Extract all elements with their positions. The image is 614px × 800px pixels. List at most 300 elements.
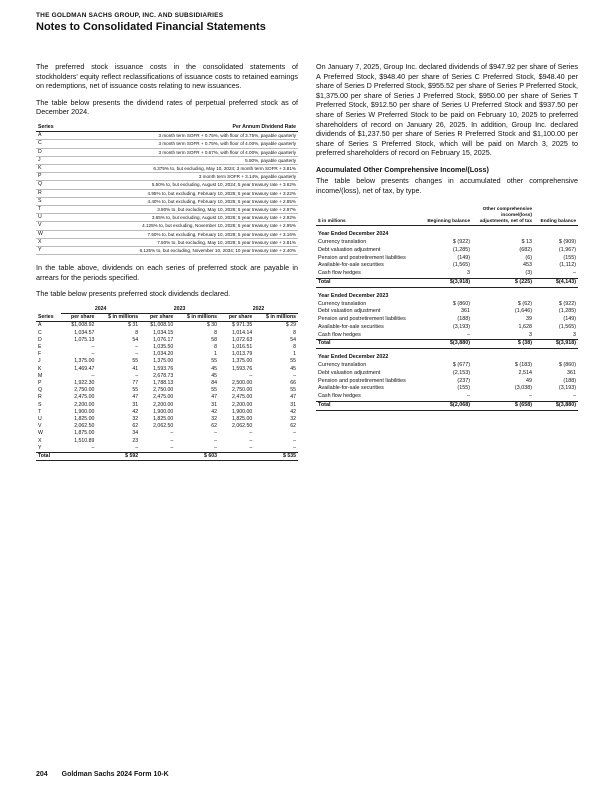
dividend-cell: V bbox=[38, 423, 42, 430]
rate-text: 5.50% to, but excluding, August 10, 2024; 5 year treasury rate + 3.62% bbox=[64, 181, 298, 189]
aoci-cell: Currency translation bbox=[318, 238, 367, 245]
dividend-cell: $ 31 bbox=[128, 322, 139, 329]
dividend-cell: 1,076.17 bbox=[153, 336, 174, 343]
aoci-cell: (1,285) bbox=[558, 308, 576, 315]
rate-series: K bbox=[36, 164, 64, 172]
aoci-cell: (188) bbox=[563, 377, 576, 384]
rate-text: 7.50% to, but excluding, February 10, 2029; 5 year treasury rate + 3.16% bbox=[64, 230, 298, 238]
dividend-cell: 2,750.00 bbox=[74, 387, 95, 394]
rate-row bbox=[36, 222, 298, 230]
aoci-cell: – bbox=[467, 331, 470, 338]
aoci-cell: (155) bbox=[457, 385, 470, 392]
dividend-cell: 32 bbox=[132, 416, 139, 423]
dividend-cell: 54 bbox=[132, 336, 139, 343]
rate-series: W bbox=[36, 230, 64, 238]
rate-series: T bbox=[36, 206, 64, 214]
page-header bbox=[36, 12, 578, 33]
aoci-cell: 3 bbox=[529, 331, 532, 338]
dividend-cell: J bbox=[38, 358, 41, 365]
aoci-h-oci: Other comprehensive income/(loss) adjustments, net of tax bbox=[472, 207, 534, 226]
aoci-h-end: Ending balance bbox=[534, 207, 578, 226]
dividend-cell: 45 bbox=[211, 372, 218, 379]
aoci-total-cell: Total bbox=[316, 340, 424, 349]
aoci-total-row bbox=[316, 340, 578, 349]
aoci-cell: (149) bbox=[563, 316, 576, 323]
dividend-cell: 1,875.00 bbox=[74, 430, 95, 437]
dividend-cell: 1 bbox=[293, 351, 296, 358]
dividend-cell: P bbox=[38, 380, 42, 387]
dividend-cell: 31 bbox=[132, 401, 139, 408]
aoci-cell: Available-for-sale securities bbox=[318, 385, 384, 392]
dividend-cell: 62 bbox=[132, 423, 139, 430]
dividends-header-row bbox=[36, 314, 298, 322]
dividend-cell: 54 bbox=[290, 336, 296, 343]
dividend-row bbox=[36, 430, 298, 437]
aoci-cell: (682) bbox=[519, 246, 532, 253]
aoci-cell: Available-for-sale securities bbox=[318, 323, 384, 330]
rate-row bbox=[36, 214, 298, 222]
aoci-cell: Debt valuation adjustment bbox=[318, 308, 381, 315]
dividend-cell: 1 bbox=[214, 351, 218, 358]
rate-row bbox=[36, 148, 298, 156]
aoci-cell: $ (922) bbox=[452, 238, 470, 245]
dividend-cell: 2,062.50 bbox=[232, 423, 253, 430]
dividend-total-cell: Total bbox=[36, 453, 61, 461]
dividend-cell: 1,375.00 bbox=[232, 358, 253, 365]
right-column bbox=[316, 62, 578, 411]
aoci-total-cell: $(2,068) bbox=[424, 402, 472, 411]
aoci-cell: 2,514 bbox=[518, 369, 532, 376]
rate-row bbox=[36, 181, 298, 189]
aoci-period-label: Year Ended December 2023 bbox=[318, 292, 389, 299]
aoci-heading: Accumulated Other Comprehensive Income/(Loss) bbox=[316, 164, 489, 174]
dividend-cell: 42 bbox=[211, 408, 218, 415]
issuance-costs-paragraph: The preferred stock issuance costs in the consolidated statements of stockholders' equity reflect reclassifications of issuance costs to retained earnings on redemptions, net of issuance costs relating to new issuances. bbox=[36, 62, 298, 91]
rate-series: U bbox=[36, 214, 64, 222]
dividend-row bbox=[36, 351, 298, 358]
dividend-cell: 8 bbox=[214, 329, 218, 336]
rate-text: 3 month term SOFR + 3.14%, payable quarterly bbox=[64, 173, 298, 181]
aoci-cell: (3) bbox=[525, 270, 532, 277]
aoci-row bbox=[316, 393, 578, 401]
dividend-cell: – bbox=[91, 444, 95, 451]
dividend-cell: S bbox=[38, 401, 42, 408]
rates-header-rate: Per Annum Dividend Rate bbox=[64, 124, 298, 132]
aoci-cell: $ (677) bbox=[452, 362, 470, 369]
aoci-row bbox=[316, 332, 578, 340]
rate-series: D bbox=[36, 148, 64, 156]
aoci-row bbox=[316, 324, 578, 332]
dividend-cell: 2,500.00 bbox=[232, 380, 253, 387]
dividend-cell: 2,200.00 bbox=[153, 401, 174, 408]
aoci-period-label: Year Ended December 2024 bbox=[318, 231, 389, 238]
aoci-cell: 1,628 bbox=[518, 323, 532, 330]
dividend-cell: $ 29 bbox=[285, 322, 296, 329]
rate-text: 3.80% to, but excluding, May 10, 2026; 5 year treasury rate + 2.97% bbox=[64, 206, 298, 214]
dividend-cell: 32 bbox=[211, 416, 218, 423]
aoci-cell: (3,193) bbox=[452, 323, 470, 330]
dividend-cell: X bbox=[38, 437, 42, 444]
aoci-row bbox=[316, 262, 578, 270]
dividend-cell: – bbox=[170, 430, 174, 437]
rate-row bbox=[36, 247, 298, 255]
dividend-cell: – bbox=[91, 351, 95, 358]
dividend-cell: U bbox=[38, 416, 42, 423]
dividend-cell: K bbox=[38, 365, 42, 372]
dividend-total-cell bbox=[140, 453, 175, 461]
rate-text: 3 month term SOFR + 0.75%, with floor of 4.00%, payable quarterly bbox=[64, 140, 298, 148]
aoci-row bbox=[316, 370, 578, 378]
rates-note-paragraph: In the table above, dividends on each series of preferred stock are payable in arrears for the periods specified. bbox=[36, 263, 298, 282]
dividend-cell: 8 bbox=[293, 329, 296, 336]
dividend-cell: 1,900.00 bbox=[153, 408, 174, 415]
aoci-cell: Cash flow hedges bbox=[318, 270, 361, 277]
rate-row bbox=[36, 164, 298, 172]
dividend-cell: M bbox=[38, 372, 43, 379]
dividend-cell: R bbox=[38, 394, 42, 401]
dividend-cell: – bbox=[249, 444, 253, 451]
dividend-cell: – bbox=[135, 344, 139, 351]
dividend-total-cell bbox=[61, 453, 96, 461]
aoci-total-cell: $(3,918) bbox=[424, 278, 472, 287]
aoci-cell: Currency translation bbox=[318, 362, 367, 369]
dividend-cell: 1,825.00 bbox=[74, 416, 95, 423]
rate-series: V bbox=[36, 222, 64, 230]
aoci-h-begin: Beginning balance bbox=[424, 207, 472, 226]
rate-row bbox=[36, 140, 298, 148]
dividend-cell: 62 bbox=[290, 423, 296, 430]
dividend-cell: 77 bbox=[132, 380, 139, 387]
dividend-cell: 45 bbox=[211, 365, 218, 372]
aoci-cell: (2,153) bbox=[452, 369, 470, 376]
dividend-row bbox=[36, 402, 298, 409]
rates-header-series: Series bbox=[36, 124, 64, 132]
dividend-cell: 1,016.51 bbox=[232, 344, 253, 351]
rate-text: 3 month term SOFR + 0.75%, with floor of 3.75%, payable quarterly bbox=[64, 132, 298, 140]
aoci-total-cell: $(3,918) bbox=[534, 340, 578, 349]
dividend-row bbox=[36, 330, 298, 337]
aoci-body bbox=[316, 226, 578, 411]
rate-row bbox=[36, 197, 298, 205]
aoci-row bbox=[316, 247, 578, 255]
dividend-cell: – bbox=[214, 437, 218, 444]
rate-text: 4.95% to, but excluding, February 10, 2025; 5 year treasury rate + 3.22% bbox=[64, 189, 298, 197]
rate-series: Q bbox=[36, 181, 64, 189]
dividend-cell: – bbox=[293, 444, 296, 451]
dividend-row bbox=[36, 394, 298, 401]
aoci-cell: $ (183) bbox=[514, 362, 532, 369]
aoci-cell: 49 bbox=[526, 377, 532, 384]
dividend-cell: 8 bbox=[293, 344, 296, 351]
div-h-series: Series bbox=[36, 314, 61, 322]
rate-text: 7.50% to, but excluding, May 10, 2029; 5 year treasury rate + 2.81% bbox=[64, 238, 298, 246]
dividend-cell: $ 971.35 bbox=[232, 322, 253, 329]
rate-text: 3 month term SOFR + 0.67%, with floor of 4.00%, payable quarterly bbox=[64, 148, 298, 156]
rate-series: J bbox=[36, 156, 64, 164]
aoci-cell: – bbox=[573, 393, 576, 400]
dividend-cell: 2,475.00 bbox=[153, 394, 174, 401]
dividend-cell: 1,072.63 bbox=[232, 336, 253, 343]
aoci-total-cell: $ (38) bbox=[472, 340, 534, 349]
aoci-units: $ in millions bbox=[316, 207, 424, 226]
dividend-cell: 55 bbox=[290, 358, 296, 365]
rate-text: 5.50%, payable quarterly bbox=[64, 156, 298, 164]
rates-header-row bbox=[36, 124, 298, 132]
document-name: Goldman Sachs 2024 Form 10-K bbox=[61, 771, 169, 778]
dividend-cell: – bbox=[293, 430, 296, 437]
aoci-cell: 453 bbox=[523, 262, 532, 269]
dividend-cell: Q bbox=[38, 387, 43, 394]
aoci-row bbox=[316, 308, 578, 316]
dividend-row bbox=[36, 445, 298, 453]
dividend-row bbox=[36, 344, 298, 351]
dividend-cell: F bbox=[38, 351, 42, 358]
dividend-cell: 47 bbox=[290, 394, 296, 401]
dividend-cell: D bbox=[38, 336, 42, 343]
dividend-cell: 47 bbox=[211, 394, 218, 401]
dividend-cell: 1,034.20 bbox=[153, 351, 174, 358]
aoci-period-row bbox=[316, 226, 578, 239]
aoci-cell: – bbox=[529, 393, 532, 400]
dividend-cell: 2,200.00 bbox=[232, 401, 253, 408]
aoci-cell: Available-for-sale securities bbox=[318, 262, 384, 269]
aoci-cell: (188) bbox=[457, 316, 470, 323]
dividend-cell: – bbox=[293, 372, 296, 379]
dividend-cell: 84 bbox=[211, 380, 218, 387]
dividend-cell: 2,475.00 bbox=[232, 394, 253, 401]
aoci-row bbox=[316, 239, 578, 247]
dividend-cell: 31 bbox=[211, 401, 218, 408]
dividend-cell: – bbox=[135, 351, 139, 358]
aoci-cell: Cash flow hedges bbox=[318, 393, 361, 400]
dividend-cell: 1,593.76 bbox=[153, 365, 174, 372]
dividend-cell: 42 bbox=[290, 408, 296, 415]
subsequent-dividends-paragraph: On January 7, 2025, Group Inc. declared dividends of $947.92 per share of Series A Preferred Stock, $948.40 per share of Series C Preferred Stock, $948.40 per share of Series D Preferred Stock, $955.52 per share of Series P Preferred Stock, $1,375.00 per share of Series J Preferred Stock, $950.00 per share of Series T Preferred Stock, $912.50 per share of Series U Preferred Stock and $937.50 per share of Series W Preferred Stock to be paid on February 10, 2025 to preferred shareholders of record on January 26, 2025. In addition, Group Inc. declared dividends of $1,237.50 per share of Series R Preferred Stock and $1,100.00 per share of Series S Preferred Stock, which will be paid on March 3, 2025 to preferred shareholders of record on February 15, 2025. bbox=[316, 62, 578, 158]
dividend-cell: 1,510.89 bbox=[74, 437, 95, 444]
dividend-cell: – bbox=[214, 444, 218, 451]
aoci-cell: $ (62) bbox=[517, 300, 532, 307]
dividend-cell: 55 bbox=[290, 387, 296, 394]
dividend-cell: 1,788.13 bbox=[153, 380, 174, 387]
dividend-cell: 1,469.47 bbox=[74, 365, 95, 372]
aoci-total-row bbox=[316, 278, 578, 287]
dividend-cell: 55 bbox=[132, 387, 139, 394]
rate-text: 6.125% to, but excluding, November 10, 2034; 10 year treasury rate + 2.40% bbox=[64, 247, 298, 255]
dividend-cell: 1,075.13 bbox=[74, 336, 95, 343]
div-h-ps-2024: per share bbox=[61, 314, 96, 322]
aoci-period-row bbox=[316, 349, 578, 362]
rate-text: 4.40% to, but excluding, February 10, 2025; 5 year treasury rate + 2.85% bbox=[64, 197, 298, 205]
aoci-cell: (1,112) bbox=[559, 262, 576, 269]
dividend-cell: 2,062.50 bbox=[74, 423, 95, 430]
aoci-cell: (155) bbox=[563, 254, 576, 261]
rate-series: Y bbox=[36, 247, 64, 255]
rate-series: A bbox=[36, 132, 64, 140]
dividend-cell: 66 bbox=[290, 380, 296, 387]
dividend-cell: 45 bbox=[290, 365, 296, 372]
rates-body bbox=[36, 132, 298, 255]
aoci-cell: – bbox=[467, 393, 470, 400]
dividend-cell: $ 30 bbox=[206, 322, 218, 329]
aoci-cell: $ 13 bbox=[521, 238, 532, 245]
aoci-header-row bbox=[316, 207, 578, 226]
rate-row bbox=[36, 189, 298, 197]
rate-series: R bbox=[36, 189, 64, 197]
rate-text: 3.65% to, but excluding, August 10, 2026; 5 year treasury rate + 2.92% bbox=[64, 214, 298, 222]
dividend-row bbox=[36, 409, 298, 416]
dividend-cell: 42 bbox=[132, 408, 139, 415]
dividend-cell: – bbox=[249, 372, 253, 379]
aoci-cell: $ (909) bbox=[558, 238, 576, 245]
div-h-mm-2024: $ in millions bbox=[96, 314, 140, 322]
year-2024: 2024 bbox=[61, 306, 140, 314]
aoci-cell: Pension and postretirement liabilities bbox=[318, 377, 406, 384]
aoci-cell: (149) bbox=[457, 254, 470, 261]
aoci-cell: $ (860) bbox=[558, 362, 576, 369]
dividend-cell: 31 bbox=[290, 401, 296, 408]
div-h-mm-2022: $ in millions bbox=[254, 314, 298, 322]
dividend-cell: 1,034.15 bbox=[153, 329, 174, 336]
aoci-cell: Cash flow hedges bbox=[318, 331, 361, 338]
div-h-ps-2023: per share bbox=[140, 314, 175, 322]
dividend-cell: 1,593.76 bbox=[232, 365, 253, 372]
dividend-cell: 1,825.00 bbox=[232, 416, 253, 423]
dividend-row bbox=[36, 380, 298, 387]
aoci-period-row bbox=[316, 287, 578, 300]
dividends-intro-paragraph: The table below presents preferred stock dividends declared. bbox=[36, 289, 231, 299]
aoci-total-cell: Total bbox=[316, 278, 424, 287]
aoci-cell: 3 bbox=[573, 331, 576, 338]
aoci-cell: $ (860) bbox=[452, 300, 470, 307]
dividend-cell: 62 bbox=[211, 423, 218, 430]
dividend-total-cell: $ 535 bbox=[254, 453, 298, 461]
dividend-row bbox=[36, 358, 298, 365]
div-h-ps-2022: per share bbox=[219, 314, 254, 322]
dividend-cell: 1,013.79 bbox=[232, 351, 253, 358]
aoci-cell: (3,193) bbox=[558, 385, 576, 392]
rate-row bbox=[36, 230, 298, 238]
dividend-cell: 1,035.50 bbox=[153, 344, 174, 351]
year-2022: 2022 bbox=[219, 306, 298, 314]
aoci-total-cell: $(3,880) bbox=[534, 402, 578, 411]
dividend-cell: 23 bbox=[132, 437, 139, 444]
aoci-period-label: Year Ended December 2022 bbox=[318, 354, 389, 361]
aoci-total-cell: Total bbox=[316, 402, 424, 411]
aoci-row bbox=[316, 301, 578, 309]
aoci-row bbox=[316, 385, 578, 393]
dividend-row bbox=[36, 438, 298, 445]
dividend-cell: 2,678.73 bbox=[153, 372, 174, 379]
rates-intro-paragraph: The table below presents the dividend rates of perpetual preferred stock as of December 2024. bbox=[36, 97, 298, 117]
aoci-cell: (237) bbox=[457, 377, 470, 384]
dividend-cell: 2,750.00 bbox=[153, 387, 174, 394]
aoci-cell: Debt valuation adjustment bbox=[318, 246, 381, 253]
aoci-row bbox=[316, 270, 578, 278]
rate-series: S bbox=[36, 197, 64, 205]
aoci-total-row bbox=[316, 402, 578, 411]
aoci-row bbox=[316, 362, 578, 370]
rate-text: 4.125% to, but excluding, November 10, 2026; 5 year treasury rate + 2.95% bbox=[64, 222, 298, 230]
dividend-cell: 2,475.00 bbox=[74, 394, 95, 401]
dividend-cell: 1,900.00 bbox=[74, 408, 95, 415]
dividend-cell: 2,200.00 bbox=[74, 401, 95, 408]
dividend-cell: 2,062.50 bbox=[153, 423, 174, 430]
aoci-total-cell: $(3,880) bbox=[424, 340, 472, 349]
dividend-cell: 55 bbox=[132, 358, 139, 365]
dividend-cell: 1,922.30 bbox=[74, 380, 95, 387]
rate-text: 6.375% to, but excluding, May 10, 2024; 3 month term SOFR + 3.81% bbox=[64, 164, 298, 172]
left-column bbox=[36, 62, 298, 461]
dividend-cell: 34 bbox=[132, 430, 139, 437]
aoci-total-cell: $ (225) bbox=[472, 278, 534, 287]
aoci-table bbox=[316, 207, 578, 411]
dividend-row bbox=[36, 387, 298, 394]
dividend-row bbox=[36, 423, 298, 430]
aoci-cell: (6) bbox=[525, 254, 532, 261]
dividend-cell: – bbox=[135, 444, 139, 451]
dividend-cell: – bbox=[293, 437, 296, 444]
company-name: THE GOLDMAN SACHS GROUP, INC. AND SUBSIDIARIES bbox=[36, 12, 224, 19]
aoci-row bbox=[316, 316, 578, 324]
rate-row bbox=[36, 173, 298, 181]
dividend-cell: W bbox=[38, 430, 43, 437]
aoci-cell: – bbox=[573, 270, 576, 277]
div-h-mm-2023: $ in millions bbox=[175, 314, 219, 322]
dividend-cell: 58 bbox=[211, 336, 218, 343]
dividend-cell: 32 bbox=[290, 416, 296, 423]
dividends-year-row bbox=[36, 306, 298, 314]
dividend-cell: 1,375.00 bbox=[153, 358, 174, 365]
dividend-row bbox=[36, 337, 298, 344]
dividend-cell: – bbox=[214, 430, 218, 437]
dividend-row bbox=[36, 322, 298, 330]
dividend-total-row bbox=[36, 453, 298, 461]
dividend-cell: 41 bbox=[132, 365, 139, 372]
dividends-declared-table bbox=[36, 306, 298, 461]
dividend-cell: – bbox=[91, 344, 95, 351]
rate-row bbox=[36, 238, 298, 246]
rate-series: X bbox=[36, 238, 64, 246]
rate-row bbox=[36, 132, 298, 140]
aoci-cell: (1,565) bbox=[452, 262, 470, 269]
aoci-cell: (1,285) bbox=[452, 246, 470, 253]
aoci-row bbox=[316, 378, 578, 386]
dividend-cell: – bbox=[249, 430, 253, 437]
aoci-cell: $ (922) bbox=[558, 300, 576, 307]
dividend-total-cell: $ 603 bbox=[175, 453, 219, 461]
aoci-cell: 3 bbox=[467, 270, 470, 277]
aoci-row bbox=[316, 255, 578, 263]
dividend-cell: 1,825.00 bbox=[153, 416, 174, 423]
dividends-body bbox=[36, 322, 298, 461]
aoci-intro-paragraph: The table below presents changes in accumulated other comprehensive income/(loss), net of tax, by type. bbox=[316, 175, 578, 195]
dividend-cell: – bbox=[170, 437, 174, 444]
dividend-cell: 8 bbox=[135, 329, 139, 336]
dividend-cell: 8 bbox=[214, 344, 218, 351]
section-title: Notes to Consolidated Financial Statements bbox=[36, 21, 266, 33]
aoci-total-cell: $ (658) bbox=[472, 402, 534, 411]
dividend-total-cell bbox=[219, 453, 254, 461]
dividend-cell: Y bbox=[38, 444, 42, 451]
aoci-cell: (1,967) bbox=[558, 246, 576, 253]
dividend-cell: $1,008.92 bbox=[71, 322, 95, 329]
dividend-cell: 47 bbox=[132, 394, 139, 401]
dividend-cell: $1,008.10 bbox=[150, 322, 174, 329]
dividend-cell: – bbox=[170, 444, 174, 451]
aoci-cell: 361 bbox=[461, 308, 470, 315]
dividend-row bbox=[36, 416, 298, 423]
dividend-cell: – bbox=[91, 372, 95, 379]
